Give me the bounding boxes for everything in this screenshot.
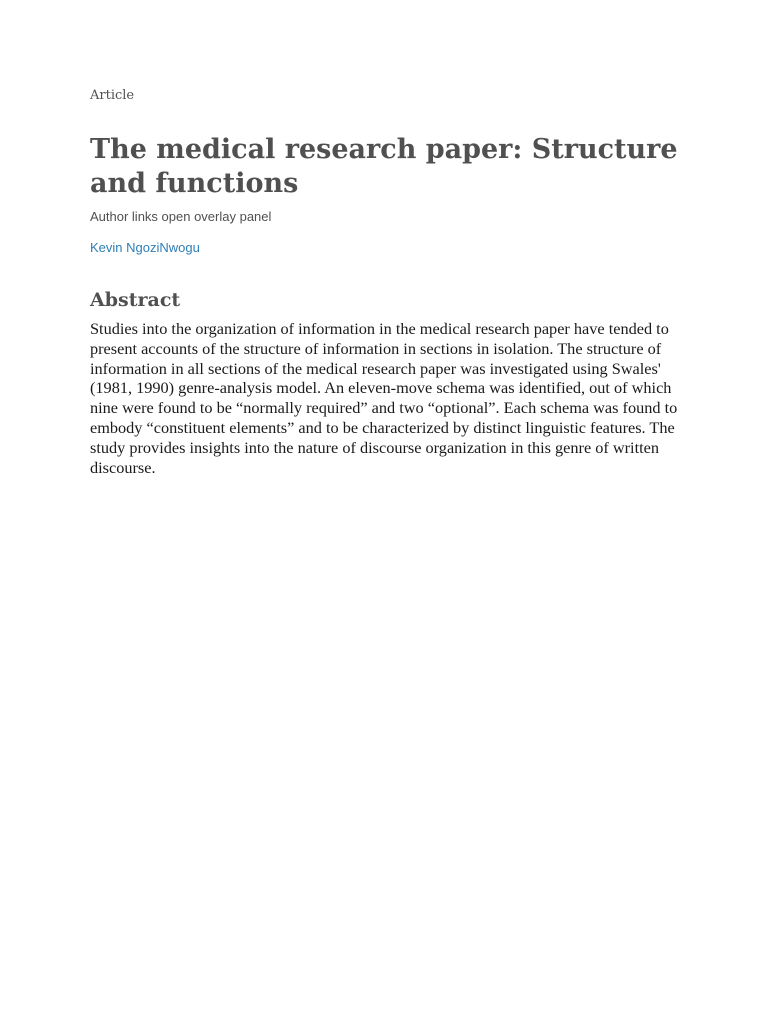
article-type-label: Article: [90, 88, 135, 103]
abstract-text: Studies into the organization of information in the medical research paper have tended to present accounts of the structure of information in sections in isolation. The structure of information in all sections of the medical research paper was investigated using Swales' (1981, 1990) genre-analysis model. An eleven-move schema was identified, out of which nine were found to be “normally required” and two “optional”. Each schema was found to embody “constituent elements” and to be characterized by distinct linguistic features. The study provides insights into the nature of discourse organization in this genre of written discourse.: [90, 319, 678, 477]
abstract-heading: Abstract: [90, 289, 181, 311]
author-links-overlay-toggle[interactable]: Author links open overlay panel: [90, 209, 272, 224]
author-name-link[interactable]: Kevin NgoziNwogu: [90, 240, 200, 255]
article-title: The medical research paper: Structure and functions: [90, 134, 678, 199]
